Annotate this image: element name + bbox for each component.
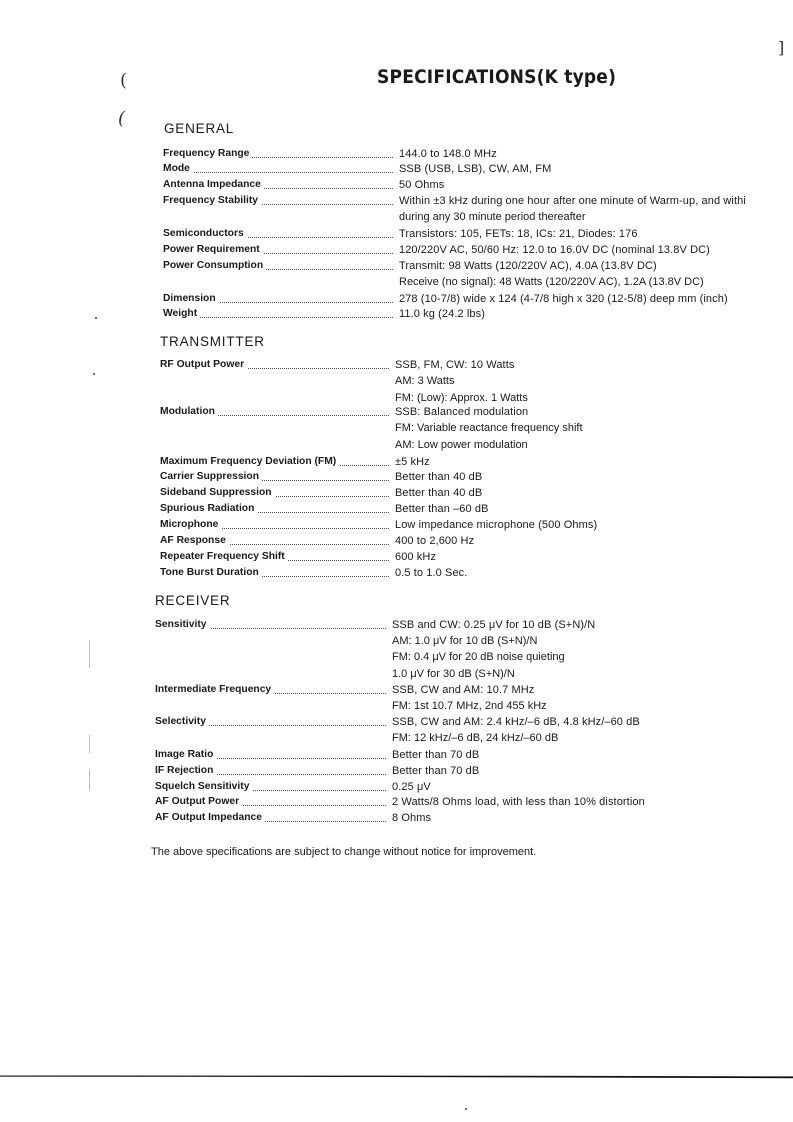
footnote: The above specifications are subject to change without notice for improvement. [151, 846, 537, 858]
spec-label-text: Repeater Frequency Shift [160, 551, 288, 562]
margin-mark-second: ( [118, 108, 126, 129]
spec-row-squelch-sensitivity [155, 780, 793, 796]
spec-row-maximum-frequency-deviation-fm [160, 455, 793, 471]
spec-value: 8 Ohms [392, 812, 432, 824]
spec-label [155, 780, 388, 794]
spec-value: Transistors: 105, FETs: 18, ICs: 21, Diodes: 176 [399, 228, 638, 240]
spec-label [163, 162, 395, 176]
spec-label-text: RF Output Power [160, 359, 247, 370]
spec-label-text: Mode [163, 163, 193, 174]
spec-label [163, 194, 395, 208]
spec-row-sensitivity [155, 618, 793, 680]
spec-label [155, 683, 388, 697]
spec-row-dimension [163, 292, 793, 308]
speck [95, 317, 97, 319]
spec-row-semiconductors [163, 227, 793, 243]
spec-label [155, 715, 388, 729]
spec-row-weight [163, 307, 793, 323]
spec-value: 50 Ohms [399, 179, 445, 191]
spec-value: 600 kHz [395, 551, 437, 563]
spec-label-text: AF Output Impedance [155, 812, 265, 823]
spec-label [155, 618, 388, 632]
spec-value: Better than 70 dB [392, 749, 480, 761]
spec-row-power-requirement [163, 243, 793, 259]
spec-label-text: Power Consumption [163, 260, 266, 271]
spec-value: 0.5 to 1.0 Sec. [395, 567, 468, 579]
spec-label-text: Image Ratio [155, 749, 216, 760]
spec-row-af-output-power [155, 795, 793, 811]
spec-value-continued: AM: Low power modulation [395, 438, 528, 451]
spec-label-text: Microphone [160, 519, 221, 530]
spec-label [163, 292, 395, 306]
spec-value: Better than 40 dB [395, 471, 483, 483]
spec-label-text: AF Response [160, 535, 229, 546]
bottom-rule [0, 1073, 793, 1079]
spec-label [155, 795, 388, 809]
spec-row-frequency-range [163, 147, 793, 163]
spec-value-continued: FM: 0.4 μV for 20 dB noise quieting [392, 651, 565, 664]
transmitter-heading: TRANSMITTER [160, 334, 265, 349]
corner-mark: ] [778, 38, 785, 57]
spec-value-continued: FM: (Low): Approx. 1 Watts [395, 391, 528, 404]
spec-label-text: Squelch Sensitivity [155, 781, 252, 792]
page-title: SPECIFICATIONS(K type) [377, 66, 617, 88]
spec-value: Within ±3 kHz during one hour after one minute of Warm-up, and withi [399, 195, 746, 207]
spec-row-modulation [160, 405, 793, 451]
spec-value: Transmit: 98 Watts (120/220V AC), 4.0A (13.8V DC) [399, 260, 657, 272]
receiver-heading: RECEIVER [155, 593, 231, 608]
spec-row-repeater-frequency-shift [160, 550, 793, 566]
spec-value-continued: 1.0 μV for 30 dB (S+N)/N [392, 667, 515, 680]
spec-label [163, 259, 395, 273]
spec-label [160, 518, 391, 532]
spec-row-sideband-suppression [160, 486, 793, 502]
spec-row-antenna-impedance [163, 178, 793, 194]
spec-label [155, 764, 388, 778]
spec-row-if-rejection [155, 764, 793, 780]
spec-value: 120/220V AC, 50/60 Hz: 12.0 to 16.0V DC (nominal 13.8V DC) [399, 244, 710, 256]
spec-label [160, 358, 391, 372]
spec-value: SSB: Balanced modulation [395, 406, 529, 418]
spec-row-spurious-radiation [160, 502, 793, 518]
spec-row-image-ratio [155, 748, 793, 764]
scan-artifact [89, 735, 90, 753]
spec-label [160, 455, 391, 469]
spec-value: Better than 70 dB [392, 765, 480, 777]
spec-label [155, 748, 388, 762]
spec-label-text: Frequency Range [163, 148, 252, 159]
spec-value: 11.0 kg (24.2 lbs) [399, 308, 485, 320]
spec-label [163, 227, 395, 241]
spec-row-microphone [160, 518, 793, 534]
spec-label-text: Sensitivity [155, 619, 210, 630]
spec-label [160, 486, 391, 500]
spec-label-text: Dimension [163, 293, 219, 304]
spec-value: ±5 kHz [395, 456, 430, 468]
spec-label-text: Selectivity [155, 716, 209, 727]
spec-value: 0.25 μV [392, 781, 431, 793]
spec-row-af-response [160, 534, 793, 550]
spec-value: SSB, FM, CW: 10 Watts [395, 359, 515, 371]
spec-value: SSB (USB, LSB), CW, AM, FM [399, 163, 552, 175]
spec-value: Better than 40 dB [395, 487, 483, 499]
spec-value-continued: FM: 12 kHz/–6 dB, 24 kHz/–60 dB [392, 732, 559, 745]
scan-artifact [89, 640, 90, 668]
scan-artifact [89, 770, 90, 790]
spec-row-selectivity [155, 715, 793, 745]
spec-label-text: Frequency Stability [163, 195, 261, 206]
spec-value-continued: FM: Variable reactance frequency shift [395, 422, 583, 435]
spec-label-text: Antenna Impedance [163, 179, 264, 190]
spec-label [163, 307, 395, 321]
spec-label [163, 178, 395, 192]
spec-row-mode [163, 162, 793, 178]
spec-value-continued: AM: 3 Watts [395, 375, 455, 388]
spec-value-continued: AM: 1.0 μV for 10 dB (S+N)/N [392, 635, 538, 648]
spec-label [155, 811, 388, 825]
spec-label [160, 470, 391, 484]
spec-label-text: AF Output Power [155, 796, 242, 807]
spec-label [160, 405, 391, 419]
spec-label-text: Modulation [160, 406, 218, 417]
spec-label-text: Maximum Frequency Deviation (FM) [160, 456, 339, 467]
speck [93, 373, 95, 375]
margin-mark-top: ( [120, 70, 128, 91]
spec-label [163, 243, 395, 257]
general-heading: GENERAL [164, 121, 235, 136]
speck [465, 1108, 467, 1110]
spec-label-text: Intermediate Frequency [155, 684, 274, 695]
spec-label [160, 534, 391, 548]
spec-value: 400 to 2,600 Hz [395, 535, 475, 547]
spec-value-continued: Receive (no signal): 48 Watts (120/220V AC), 1.2A (13.8V DC) [399, 275, 704, 288]
spec-row-tone-burst-duration [160, 566, 793, 582]
spec-label-text: Semiconductors [163, 228, 247, 239]
spec-value: 278 (10-7/8) wide x 124 (4-7/8 high x 320 (12-5/8) deep mm (inch) [399, 293, 728, 305]
spec-label-text: Tone Burst Duration [160, 567, 262, 578]
spec-value: SSB, CW and AM: 10.7 MHz [392, 684, 535, 696]
spec-label-text: Power Requirement [163, 244, 263, 255]
spec-value: SSB and CW: 0.25 μV for 10 dB (S+N)/N [392, 619, 596, 631]
spec-value: Better than –60 dB [395, 503, 489, 515]
spec-label-text: Sideband Suppression [160, 487, 275, 498]
spec-row-frequency-stability [163, 194, 793, 223]
spec-row-af-output-impedance [155, 811, 793, 827]
spec-row-carrier-suppression [160, 470, 793, 486]
spec-label [160, 550, 391, 564]
spec-label [160, 566, 391, 580]
spec-row-power-consumption [163, 259, 793, 288]
spec-label-text: Spurious Radiation [160, 503, 257, 514]
spec-value: 2 Watts/8 Ohms load, with less than 10% distortion [392, 796, 645, 808]
spec-label-text: Weight [163, 308, 200, 319]
spec-label-text: IF Rejection [155, 765, 216, 776]
spec-value: 144.0 to 148.0 MHz [399, 148, 497, 160]
spec-value: SSB, CW and AM: 2.4 kHz/–6 dB, 4.8 kHz/–60 dB [392, 716, 640, 728]
spec-label [163, 147, 395, 161]
spec-label [160, 502, 391, 516]
spec-row-rf-output-power [160, 358, 793, 404]
spec-label-text: Carrier Suppression [160, 471, 262, 482]
spec-value: Low impedance microphone (500 Ohms) [395, 519, 598, 531]
spec-value-continued: during any 30 minute period thereafter [399, 210, 586, 223]
spec-value-continued: FM: 1st 10.7 MHz, 2nd 455 kHz [392, 700, 547, 713]
spec-row-intermediate-frequency [155, 683, 793, 713]
